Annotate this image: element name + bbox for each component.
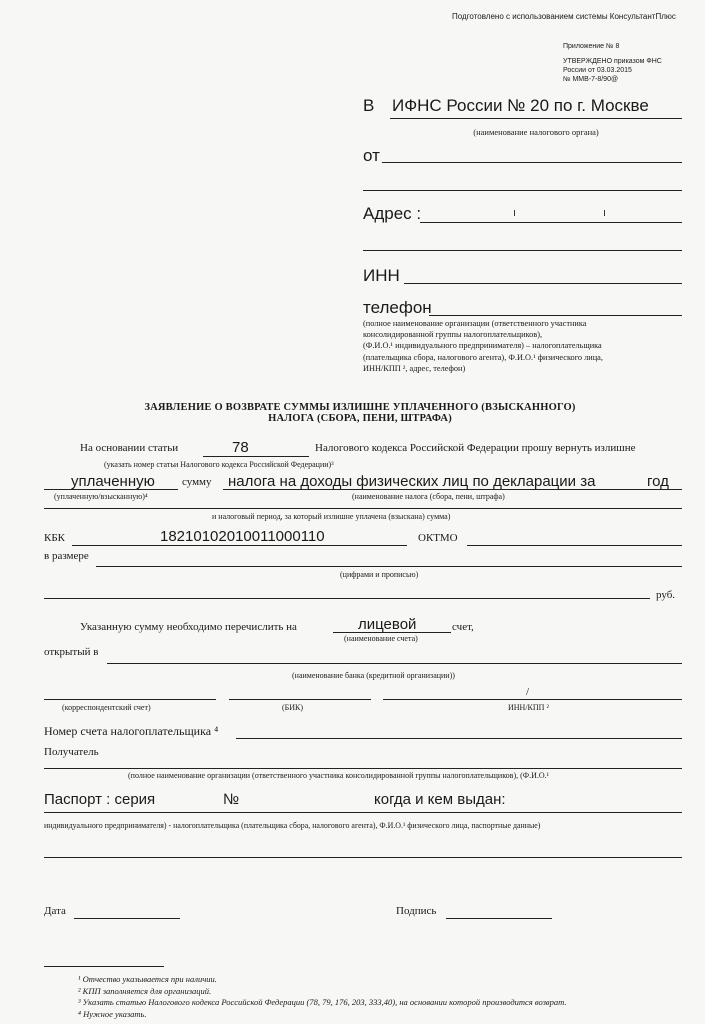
applicant-caption-line: ИНН/КПП ², адрес, телефон) <box>363 363 466 373</box>
bank-line[interactable] <box>107 663 682 664</box>
kbk-line <box>72 545 407 546</box>
period-line[interactable] <box>44 508 682 509</box>
recipient-line[interactable] <box>44 768 682 769</box>
taxpayer-account-line[interactable] <box>236 738 682 739</box>
approval-order-number: № ММВ-7-8/90@ <box>563 76 619 83</box>
footnote-item: ³ Указать статью Налогового кодекса Российской Федерации (78, 79, 176, 203, 333,40), на основании которой производится возврат. <box>78 997 567 1007</box>
footnotes <box>78 974 566 1020</box>
address-line-2[interactable] <box>363 250 682 251</box>
tax-value[interactable]: налога на доходы физических лиц по декларации за <box>228 473 596 490</box>
scan-mark <box>604 210 605 216</box>
inn-kpp-caption: ИНН/КПП ² <box>508 703 549 712</box>
amount-caption: (цифрами и прописью) <box>340 570 419 579</box>
article-caption: (указать номер статьи Налогового кодекса Российской Федерации)³ <box>104 460 334 469</box>
signature-label: Подпись <box>396 905 437 917</box>
year-label: год <box>647 473 669 490</box>
passport-line[interactable] <box>44 812 682 813</box>
address-label: Адрес : <box>363 204 422 223</box>
applicant-caption-line: (полное наименование организации (ответственного участника <box>363 319 587 328</box>
signature-line[interactable] <box>446 918 552 919</box>
scan-mark <box>514 210 515 216</box>
rub-label: руб. <box>656 589 676 601</box>
phone-label: телефон <box>363 298 432 317</box>
bank-caption: (наименование банка (кредитной организации)) <box>292 671 455 680</box>
passport-label: Паспорт : серия <box>44 791 156 808</box>
kbk-label: КБК <box>44 532 65 544</box>
paid-value[interactable]: уплаченную <box>71 473 155 490</box>
inn-kpp-line[interactable] <box>383 699 682 700</box>
period-caption: и налоговый период, за который излишне уплачена (взыскана) сумма) <box>212 512 451 521</box>
oktmo-label: ОКТМО <box>418 532 458 544</box>
from-line-1[interactable] <box>382 162 682 163</box>
corr-account-line[interactable] <box>44 699 216 700</box>
inn-kpp-slash: / <box>526 686 530 698</box>
tax-line <box>223 489 682 490</box>
inn-label: ИНН <box>363 266 400 285</box>
approval-date: России от 03.03.2015 <box>563 67 632 74</box>
applicant-caption-line: консолидированной группы налогоплательщиков), <box>363 330 543 340</box>
applicant-caption-line: (плательщика сбора, налогового агента), Ф.И.О.¹ физического лица, <box>363 352 603 362</box>
approval-block <box>563 57 662 84</box>
tax-office-name[interactable]: ИФНС России № 20 по г. Москве <box>392 96 649 115</box>
address-line-1[interactable] <box>420 222 682 223</box>
oktmo-line[interactable] <box>467 545 682 546</box>
corr-account-caption: (корреспондентский счет) <box>62 703 151 712</box>
footnote-item: ⁴ Нужное указать. <box>78 1008 147 1019</box>
bik-caption: (БИК) <box>282 703 304 712</box>
article-value[interactable]: 78 <box>232 439 249 456</box>
document-title-line-2: НАЛОГА (СБОРА, ПЕНИ, ШТРАФА) <box>268 413 452 424</box>
applicant-caption-line: (Ф.И.О.¹ индивидуального предпринимателя) – налогоплательщика <box>363 341 602 351</box>
paid-caption: (уплаченную/взысканную)⁴ <box>54 492 148 501</box>
passport-extra-line[interactable] <box>44 857 682 858</box>
bik-line[interactable] <box>229 699 371 700</box>
tax-office-line <box>390 118 682 119</box>
account-caption: (наименование счета) <box>344 634 418 643</box>
footnote-item: ² КПП заполняется для организаций. <box>78 985 212 996</box>
passport-issued-label: когда и кем выдан: <box>374 791 506 808</box>
from-line-2[interactable] <box>363 190 682 191</box>
recipient-caption: (полное наименование организации (ответственного участника консолидированной группы налогоплательщиков), (Ф.И.О.¹ <box>128 771 550 780</box>
date-line[interactable] <box>74 918 180 919</box>
tax-office-caption: (наименование налогового органа) <box>473 127 599 137</box>
passport-number-label: № <box>223 791 240 808</box>
kbk-value[interactable]: 18210102010011000110 <box>160 528 325 545</box>
recipient-prefix: В <box>363 96 375 115</box>
account-type-value[interactable]: лицевой <box>358 616 417 633</box>
amount-label: в размере <box>44 550 89 562</box>
recipient-caption-2: индивидуального предпринимателя) - налогоплательщика (плательщика сбора, налогового агента), Ф.И.О.¹ физического лица, паспортные данные) <box>44 821 541 830</box>
basis-suffix: Налогового кодекса Российской Федерации прошу вернуть излишне <box>315 442 636 454</box>
transfer-prefix: Указанную сумму необходимо перечислить на <box>80 621 297 633</box>
recipient-label: Получатель <box>44 746 99 758</box>
phone-line[interactable] <box>429 315 682 316</box>
opened-label: открытый в <box>44 646 99 658</box>
article-line <box>203 456 309 457</box>
footnote-item: ¹ Отчество указывается при наличии. <box>78 974 217 984</box>
amount-line-2[interactable] <box>44 598 650 599</box>
basis-prefix: На основании статьи <box>80 442 179 454</box>
account-type-line <box>333 632 451 633</box>
appendix-number: Приложение № 8 <box>563 43 620 50</box>
from-label: от <box>363 146 380 165</box>
account-suffix: счет, <box>452 621 474 633</box>
paid-line <box>44 489 178 490</box>
document-title-line-1: ЗАЯВЛЕНИЕ О ВОЗВРАТЕ СУММЫ ИЗЛИШНЕ УПЛАЧЕННОГО (ВЗЫСКАННОГО) <box>144 402 576 413</box>
applicant-caption <box>363 318 603 374</box>
taxpayer-account-label: Номер счета налогоплательщика ⁴ <box>44 724 219 738</box>
document-title <box>120 402 600 424</box>
approval-line: УТВЕРЖДЕНО приказом ФНС <box>563 58 662 65</box>
amount-line-1[interactable] <box>96 566 682 567</box>
tax-caption: (наименование налога (сбора, пени, штрафа) <box>352 492 505 501</box>
consultant-note: Подготовлено с использованием системы КонсультантПлюс <box>452 12 676 21</box>
date-label: Дата <box>44 905 66 917</box>
footnote-divider <box>44 966 164 967</box>
inn-line[interactable] <box>404 283 682 284</box>
sum-label: сумму <box>182 476 212 488</box>
